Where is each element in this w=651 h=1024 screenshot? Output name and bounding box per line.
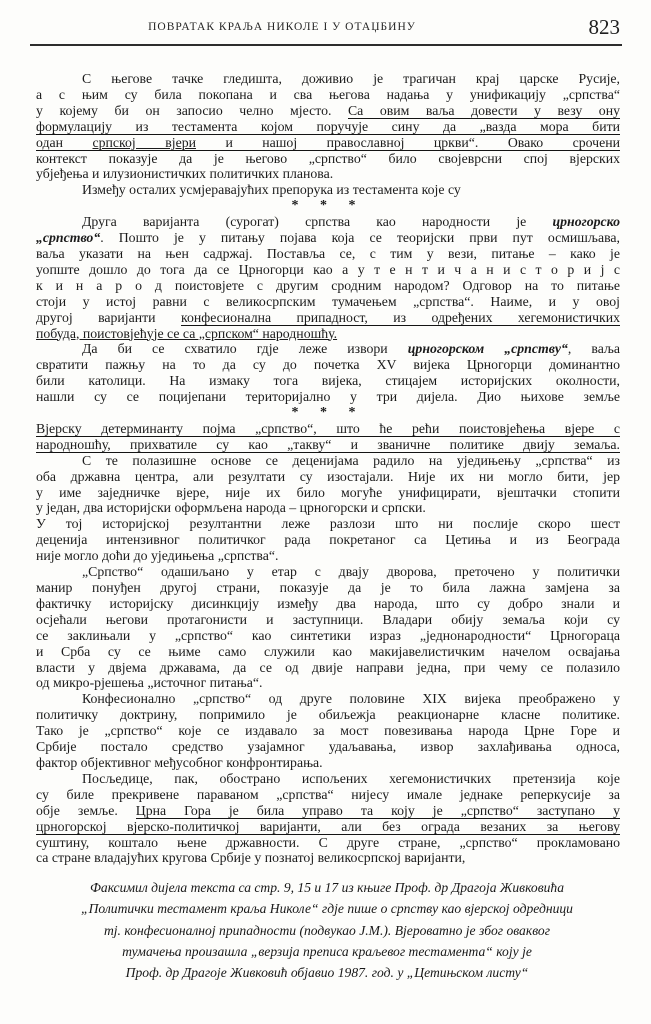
text-line: [36, 612, 620, 628]
text-segment: су биле прекривене параваном „српства“ нијесу имале једнаке реперкусије за: [36, 786, 620, 802]
text-segment: С те полазишне основе се деценијама радило на уједињењу „српства“ из: [82, 452, 620, 468]
facsimile-caption: [33, 877, 621, 983]
text-segment: нашли су се поцијепани територијално у три дијела. Дио њихове земље: [36, 389, 620, 405]
text-segment: у којему би он запосио челно мјесто.: [36, 102, 348, 118]
text-segment: побуда, поистовјећује се са „српском“ народношћу.: [36, 325, 338, 341]
text-line: [36, 516, 620, 532]
text-segment: Србије постало средство узајамног удаљавања, извор захлађивања односа,: [36, 739, 620, 755]
text-line: [36, 278, 620, 294]
text-line: [36, 437, 620, 453]
text-segment: С друге стране, „српство“ прокламовано: [299, 834, 620, 850]
text-line: [36, 262, 620, 278]
text-segment: били католици. На измаку тога вијека, стицајем историјских околности,: [36, 373, 620, 389]
text-segment: политичку доктрину, попримило је обиљежја реакционарне класне политике.: [36, 707, 620, 723]
text-segment: „српство“: [36, 230, 101, 246]
text-line: [36, 675, 620, 691]
text-segment: одан: [36, 134, 93, 150]
text-line: [36, 71, 620, 87]
text-segment: фактор објективног међусобног конфронтирања.: [36, 754, 323, 770]
text-line: [36, 103, 620, 119]
section-separator: * * *: [291, 198, 365, 214]
text-line: [36, 453, 620, 469]
text-segment: к и н а р о д поистовјете с другим сродним народом? Одговор на то питање: [36, 277, 620, 293]
paragraph: [36, 564, 620, 691]
text-segment: у један, два историјски оформљена народа – црногорски и српски.: [36, 500, 426, 516]
text-line: [36, 119, 620, 135]
paragraph: [36, 453, 620, 517]
caption-line: „Политички тестамент краља Николе“ гдје пише о српству као вјерској одредници: [81, 901, 573, 917]
text-line: [36, 660, 620, 676]
text-line: [36, 628, 620, 644]
text-segment: свратити пажњу на то да су до почетка XV вијека Црногорци доминантно: [36, 357, 620, 373]
paragraph: [36, 71, 620, 182]
text-line: [36, 151, 620, 167]
text-line: [36, 87, 620, 103]
text-line: [36, 389, 620, 405]
text-line: [36, 819, 620, 835]
text-segment: другој варијанти: [36, 309, 181, 325]
text-line: [36, 803, 620, 819]
text-line: [36, 755, 620, 771]
section-separator: * * *: [291, 405, 365, 421]
text-line: [36, 500, 620, 516]
text-segment: Да би се схватило гдје леже извори: [82, 341, 408, 357]
text-segment: а с њим су била покопана и сва његова надања у унификацију „српства“: [36, 86, 620, 102]
text-segment: „Српство“ одашиљано у етар с двају дворова, преточено у политички: [82, 564, 620, 580]
text-segment: народношћу, прихватиле су као „такву“ и званичне политике двију земаља.: [36, 436, 620, 452]
text-line: [36, 532, 620, 548]
text-segment: ваља указати на њен садржај. Поставља се, с тим у вези, питање – како је: [36, 245, 620, 261]
text-segment: Вјерску детерминанту појма „српство“, што ће рећи поистовјећења вјере с: [36, 420, 620, 436]
text-line: [36, 548, 620, 564]
text-segment: није могло доћи до уједињења „српства“.: [36, 548, 279, 564]
text-segment: и Срба су се њиме само служили као макијавелистичким начелом освајања: [36, 643, 620, 659]
text-segment: Црна Гора је била управо та коју је „српство“ заступано у: [135, 802, 620, 818]
caption-line: тј. конфесионалној припадности (подвукао Ј.М.). Вјероватно је због оваквог: [103, 922, 551, 938]
text-line: [36, 691, 620, 707]
text-segment: С његове тачке гледишта, доживио је трагичан крај царске Русије,: [82, 71, 620, 86]
page-number: 823: [588, 15, 620, 39]
text-line: [36, 723, 620, 739]
text-line: [36, 771, 620, 787]
text-line: [36, 564, 620, 580]
text-segment: црногорско: [552, 214, 620, 230]
text-segment: У тој историјској резултантни леже разлози што ни послије скоро шест: [36, 516, 620, 532]
text-segment: се заклињали у „српство“ као синтетики израз „једнонародности“ Црногораца: [36, 627, 620, 643]
paragraph: [36, 182, 620, 198]
text-segment: , ваља: [567, 341, 620, 357]
text-segment: манир понуђен другој страни, показује да је то била лажна замјена за: [36, 580, 620, 595]
text-segment: деценија интензивног политичког рада покретаног са Цетиња и из Београда: [36, 532, 620, 548]
text-segment: формулацију из тестамента којом поручује сину да „вазда мора бити: [36, 118, 620, 134]
text-line: [36, 166, 620, 182]
paragraph: [36, 691, 620, 771]
text-line: [36, 485, 620, 501]
caption-line: Проф. др Драгоје Живковић објавио 1987. год. у „Цетињском листу“: [125, 965, 529, 981]
text-segment: суштину, коштало њене државности.: [36, 834, 300, 850]
text-line: [36, 135, 620, 151]
text-line: [36, 850, 620, 866]
caption-line: Факсимил дијела текста са стр. 9, 15 и 17 из књиге Проф. др Драгоја Живковића: [89, 880, 565, 895]
paragraph: [36, 516, 620, 564]
text-segment: Конфесионално „српство“ од друге половине XIX вијека преображено у: [82, 691, 620, 707]
text-segment: фактичку историјску дисинкцију између два народа, што су добро знали и: [36, 595, 620, 611]
paragraph: [36, 421, 620, 453]
text-segment: Са овим ваља довести у везу ону: [347, 102, 620, 118]
text-line: [36, 294, 620, 310]
text-line: [36, 214, 620, 230]
text-line: [36, 739, 620, 755]
text-segment: осјећали његови протагонисти и заступници. Владари обију земаља који су: [36, 611, 620, 627]
text-line: [36, 596, 620, 612]
text-line: [36, 421, 620, 437]
text-segment: уопште дошло до тога да се Црногорци као а у т е н т и ч а н и с т о р и ј с: [36, 261, 620, 277]
text-line: [36, 469, 620, 485]
text-line: [36, 230, 620, 246]
text-segment: стоји у истој равни с великосрпским тумачењем „српства“. Наиме, и у овој: [36, 293, 620, 309]
paragraph: [36, 214, 620, 341]
text-line: [36, 341, 620, 357]
text-segment: убјеђења и илузионистичких политичких планова.: [36, 166, 334, 182]
text-segment: . Пошто је у питању појава која се теоријски први пут осмишљава,: [100, 230, 620, 246]
text-segment: конфесионална припадност, из одређених хегемонистичких: [180, 309, 620, 325]
text-segment: црногорском „српству“: [407, 341, 568, 357]
text-line: [36, 182, 620, 198]
text-line: [36, 246, 620, 262]
paragraph: [36, 771, 620, 866]
text-line: [36, 373, 620, 389]
text-segment: контекст показује да је његово „српство“ било својеврсни спој вјерских: [36, 150, 620, 166]
text-line: [36, 835, 620, 851]
running-title: ПОВРАТАК КРАЉА НИКОЛЕ I У ОТАЏБИНУ: [148, 21, 416, 33]
document-body: [36, 71, 620, 866]
text-line: [36, 580, 620, 596]
text-segment: Друга варијанта (сурогат) српства као народности је: [82, 214, 553, 230]
text-segment: у име заједничке вјере, није их било могуће унифицирати, вјештачки стопити: [36, 484, 620, 500]
caption-line: тумачења произашла „верзија преписа краљевог тестамента“ коју је: [122, 943, 532, 959]
text-segment: црногорској вјерско-политичкој варијанти, али без ограда везаних за његову: [36, 818, 620, 834]
text-line: [36, 644, 620, 660]
text-segment: са стране владајућих кругова Србије у познатој великосрпској варијанти,: [36, 850, 466, 866]
text-line: [36, 326, 620, 342]
text-line: [36, 310, 620, 326]
text-segment: српској вјери: [92, 134, 196, 150]
text-segment: власти у двјема државама, да се од двије направи једна, при чему се полазило: [36, 659, 620, 675]
text-line: [36, 357, 620, 373]
text-segment: Тако је „српство“ које се издавало за мост повезивања народа Црне Горе и: [36, 723, 620, 739]
header-rule: [30, 44, 622, 46]
text-segment: оба државна центра, али резултати су изостајали. Није их ни могло бити, јер: [36, 468, 620, 484]
text-segment: Између осталих усмјеравајућих препорука из тестамента које су: [82, 182, 461, 198]
text-segment: Посљедице, пак, обострано испољених хегемонистичких претензија које: [82, 770, 620, 786]
text-line: [36, 707, 620, 723]
text-segment: обје земље.: [36, 802, 136, 818]
page-header: [30, 15, 622, 45]
text-segment: од микро-рјешења „источног питања“.: [36, 675, 263, 691]
text-segment: и нашој православној цркви“. Овако срочени: [195, 134, 620, 150]
text-line: [36, 787, 620, 803]
paragraph: [36, 341, 620, 405]
